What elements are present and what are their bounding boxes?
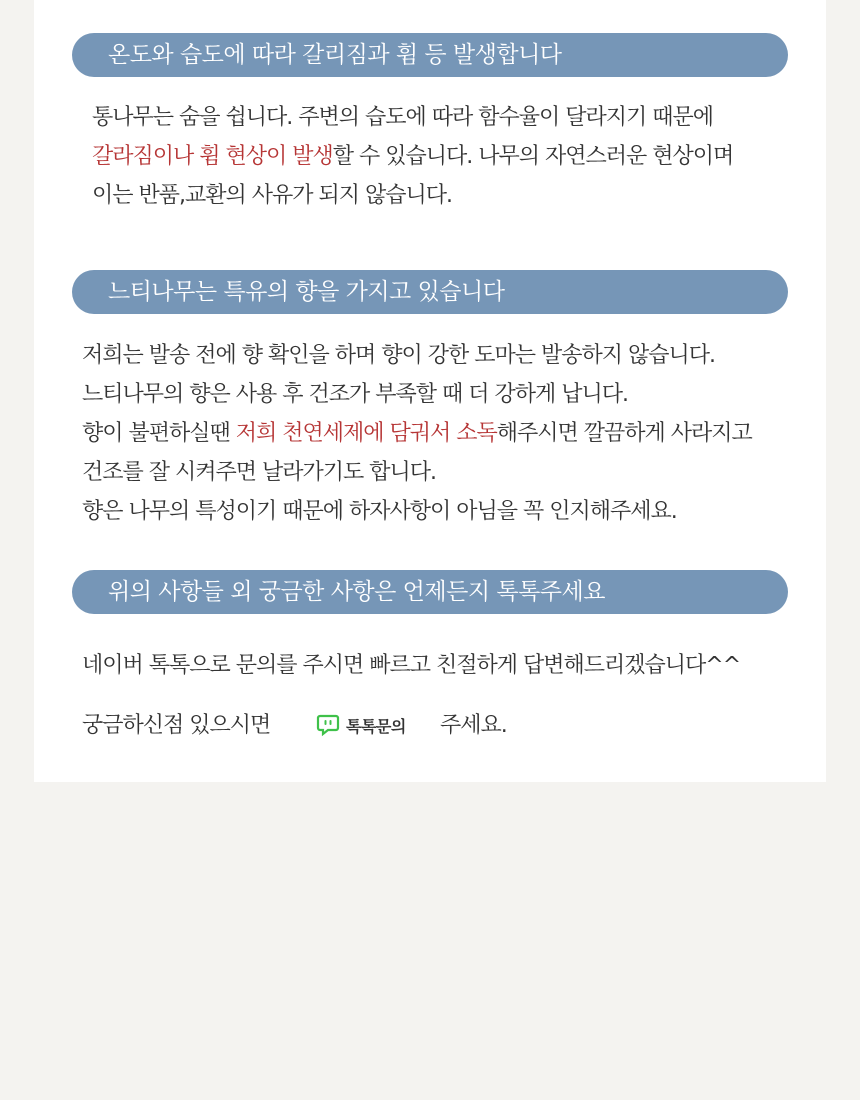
section2-title: 느티나무는 특유의 향을 가지고 있습니다 (108, 279, 505, 305)
section2-line3-post: 해주시면 깔끔하게 사라지고 (496, 421, 752, 446)
section2-line3-pre: 향이 불편하실땐 (82, 421, 236, 446)
section2-line1: 저희는 발송 전에 향 확인을 하며 향이 강한 도마는 발송하지 않습니다. (82, 343, 715, 368)
section1-line3: 이는 반품,교환의 사유가 되지 않습니다. (92, 183, 452, 208)
chat-bubble-icon (316, 713, 340, 737)
section2-line5: 향은 나무의 특성이기 때문에 하자사항이 아님을 꼭 인지해주세요. (82, 499, 677, 524)
section3-banner (72, 570, 788, 614)
talk-inquiry-button[interactable] (316, 710, 406, 740)
section1-line2-rest: 할 수 있습니다. 나무의 자연스러운 현상이며 (332, 144, 734, 169)
section2-line2: 느티나무의 향은 사용 후 건조가 부족할 때 더 강하게 납니다. (82, 382, 628, 407)
talk-button-label: 톡톡문의 (346, 716, 406, 736)
section3-line2-post: 주세요. (440, 713, 507, 738)
section2-text (82, 336, 752, 531)
section3-title: 위의 사항들 외 궁금한 사항은 언제든지 톡톡주세요 (108, 579, 605, 605)
section2-highlight: 저희 천연세제에 담궈서 소독 (235, 421, 497, 446)
section2-line4: 건조를 잘 시켜주면 날라가기도 합니다. (82, 460, 436, 485)
section3-line1: 네이버 톡톡으로 문의를 주시면 빠르고 친절하게 답변해드리겠습니다^^ (82, 653, 741, 678)
section1-title: 온도와 습도에 따라 갈리짐과 휨 등 발생합니다 (108, 42, 562, 68)
section2-banner (72, 270, 788, 314)
section2-line3 (82, 414, 752, 453)
section1-highlight: 갈라짐이나 휨 현상이 발생 (92, 144, 333, 169)
section1-line1: 통나무는 숨을 쉽니다. 주변의 습도에 따라 함수율이 달라지기 때문에 (92, 105, 713, 130)
section1-banner (72, 33, 788, 77)
section1-line2 (92, 137, 733, 176)
section3-line2-pre: 궁금하신점 있으시면 (82, 713, 271, 738)
section1-text (92, 98, 733, 215)
